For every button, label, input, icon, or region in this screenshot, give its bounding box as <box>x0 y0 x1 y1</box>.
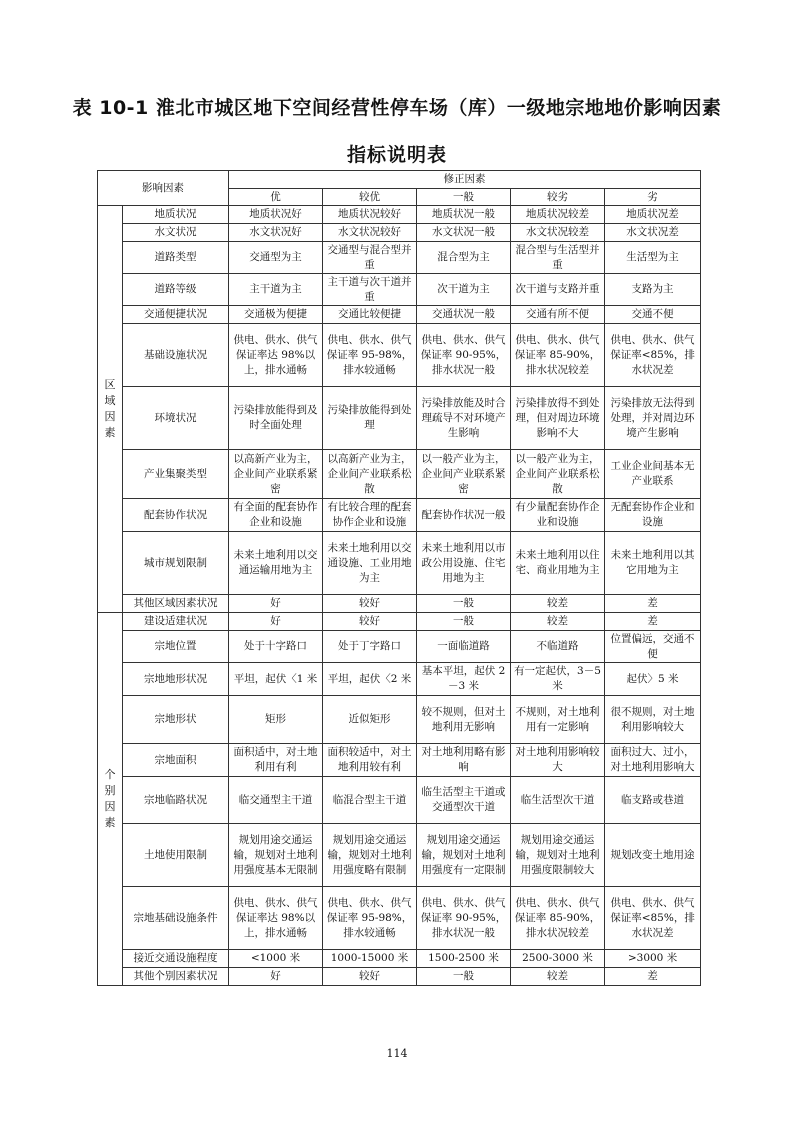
factor-cell: 规划改变土地用途 <box>605 824 701 887</box>
factor-cell: 近似矩形 <box>323 696 417 744</box>
table-row <box>98 206 701 224</box>
header-level: 劣 <box>605 189 701 206</box>
factor-cell: 污染排放能及时合理疏导不对环境产生影响 <box>417 387 511 450</box>
factor-name: 宗地位置 <box>123 631 229 663</box>
group-label <box>98 206 123 613</box>
factor-name: 城市规划限制 <box>123 532 229 595</box>
table-row <box>98 224 701 242</box>
factor-cell: 一面临道路 <box>417 631 511 663</box>
factor-cell: 对土地利用略有影响 <box>417 744 511 777</box>
factor-cell: 矩形 <box>229 696 323 744</box>
table-body <box>98 206 701 986</box>
group-label-text: 个别因素 <box>104 768 116 829</box>
factor-cell: 地质状况较差 <box>511 206 605 224</box>
factor-cell: 面积适中，对土地利用有利 <box>229 744 323 777</box>
factor-cell: 临生活型次干道 <box>511 777 605 824</box>
factor-cell: 平坦，起伏〈1 米 <box>229 663 323 696</box>
factor-cell: 差 <box>605 968 701 986</box>
table-row <box>98 968 701 986</box>
factor-cell: 差 <box>605 613 701 631</box>
factor-cell: 未来土地利用以市政公用设施、住宅用地为主 <box>417 532 511 595</box>
factor-cell: 以高新产业为主，企业间产业联系松散 <box>323 450 417 499</box>
factor-cell: 供电、供水、供气保证率达 98%以上，排水通畅 <box>229 887 323 950</box>
factor-cell: 混合型为主 <box>417 242 511 274</box>
factor-cell: 污染排放能得到及时全面处理 <box>229 387 323 450</box>
factor-cell: 以高新产业为主，企业间产业联系紧密 <box>229 450 323 499</box>
table-row <box>98 663 701 696</box>
factor-cell: 供电、供水、供气保证率 95-98%，排水较通畅 <box>323 887 417 950</box>
factor-cell: 未来土地利用以其它用地为主 <box>605 532 701 595</box>
header-level: 较劣 <box>511 189 605 206</box>
header-level: 一般 <box>417 189 511 206</box>
factor-cell: 交通比较便捷 <box>323 306 417 324</box>
factor-cell: 面积过大、过小，对土地利用影响大 <box>605 744 701 777</box>
factor-cell: 生活型为主 <box>605 242 701 274</box>
factor-cell: 污染排放能得到处理 <box>323 387 417 450</box>
factor-cell: 一般 <box>417 595 511 613</box>
factor-cell: 供电、供水、供气保证率 90-95%，排水状况一般 <box>417 887 511 950</box>
factor-cell: 较不规则，但对土地利用无影响 <box>417 696 511 744</box>
factor-cell: 水文状况较差 <box>511 224 605 242</box>
table-row <box>98 306 701 324</box>
table-title: 表 10-1 淮北市城区地下空间经营性停车场（库）一级地宗地地价影响因素 <box>72 97 722 119</box>
factor-name: 环境状况 <box>123 387 229 450</box>
factor-cell: 一般 <box>417 968 511 986</box>
factor-cell: 处于十字路口 <box>229 631 323 663</box>
factor-cell: 面积较适中，对土地利用较有利 <box>323 744 417 777</box>
factor-name: 基础设施状况 <box>123 324 229 387</box>
factor-cell: 主干道为主 <box>229 274 323 306</box>
factor-cell: 规划用途交通运输，规划对土地利用强度有一定限制 <box>417 824 511 887</box>
factor-cell: 地质状况一般 <box>417 206 511 224</box>
factor-cell: 以一般产业为主，企业间产业联系紧密 <box>417 450 511 499</box>
factor-cell: 较好 <box>323 968 417 986</box>
factor-cell: 不规则，对土地利用有一定影响 <box>511 696 605 744</box>
factor-cell: 规划用途交通运输，规划对土地利用强度略有限制 <box>323 824 417 887</box>
table-row <box>98 824 701 887</box>
factor-cell: 供电、供水、供气保证率 85-90%，排水状况较差 <box>511 887 605 950</box>
factor-name: 道路等级 <box>123 274 229 306</box>
factor-cell: 水文状况差 <box>605 224 701 242</box>
table-row <box>98 274 701 306</box>
factor-cell: 规划用途交通运输，规划对土地利用强度限制较大 <box>511 824 605 887</box>
factor-cell: 基本平坦，起伏 2－3 米 <box>417 663 511 696</box>
table-row <box>98 744 701 777</box>
factor-cell: 供电、供水、供气保证率 90-95%，排水状况一般 <box>417 324 511 387</box>
table-row <box>98 450 701 499</box>
factor-cell: 交通不便 <box>605 306 701 324</box>
factor-cell: 供电、供水、供气保证率 95-98%，排水较通畅 <box>323 324 417 387</box>
factor-name: 其他个别因素状况 <box>123 968 229 986</box>
header-level: 较优 <box>323 189 417 206</box>
factor-cell: 差 <box>605 595 701 613</box>
factor-cell: 地质状况较好 <box>323 206 417 224</box>
factor-cell: 交通极为便捷 <box>229 306 323 324</box>
factor-name: 产业集聚类型 <box>123 450 229 499</box>
factor-name: 地质状况 <box>123 206 229 224</box>
table-subtitle: 指标说明表 <box>346 144 447 166</box>
factor-cell: 较差 <box>511 613 605 631</box>
factor-cell: 地质状况差 <box>605 206 701 224</box>
factor-name: 道路类型 <box>123 242 229 274</box>
factor-cell: 地质状况好 <box>229 206 323 224</box>
factor-cell: 1500-2500 米 <box>417 950 511 968</box>
factor-name: 宗地地形状况 <box>123 663 229 696</box>
factor-cell: 较好 <box>323 613 417 631</box>
factor-cell: >3000 米 <box>605 950 701 968</box>
factor-name: 配套协作状况 <box>123 499 229 532</box>
group-label-text: 区域因素 <box>104 378 116 439</box>
factor-cell: 较好 <box>323 595 417 613</box>
factor-cell: 有比较合理的配套协作企业和设施 <box>323 499 417 532</box>
factor-cell: 对土地利用影响较大 <box>511 744 605 777</box>
factor-cell: 有少量配套协作企业和设施 <box>511 499 605 532</box>
factor-cell: 支路为主 <box>605 274 701 306</box>
factor-cell: 不临道路 <box>511 631 605 663</box>
factor-name: 土地使用限制 <box>123 824 229 887</box>
table-row <box>98 696 701 744</box>
factor-cell: 交通型与混合型并重 <box>323 242 417 274</box>
factor-name: 水文状况 <box>123 224 229 242</box>
header-level: 优 <box>229 189 323 206</box>
factor-cell: 有全面的配套协作企业和设施 <box>229 499 323 532</box>
factor-cell: 交通有所不便 <box>511 306 605 324</box>
factor-cell: 临交通型主干道 <box>229 777 323 824</box>
factor-cell: 有一定起伏，3－5 米 <box>511 663 605 696</box>
factor-cell: 以一般产业为主，企业间产业联系松散 <box>511 450 605 499</box>
factor-cell: 未来土地利用以住宅、商业用地为主 <box>511 532 605 595</box>
factor-cell: 较差 <box>511 968 605 986</box>
factor-cell: 起伏〉5 米 <box>605 663 701 696</box>
factor-cell: 位置偏远，交通不便 <box>605 631 701 663</box>
factor-cell: 规划用途交通运输，规划对土地利用强度基本无限制 <box>229 824 323 887</box>
factor-cell: <1000 米 <box>229 950 323 968</box>
table-row <box>98 499 701 532</box>
factor-cell: 未来土地利用以交通运输用地为主 <box>229 532 323 595</box>
factor-cell: 水文状况较好 <box>323 224 417 242</box>
factor-cell: 交通状况一般 <box>417 306 511 324</box>
factor-cell: 水文状况一般 <box>417 224 511 242</box>
table-row <box>98 387 701 450</box>
table-row <box>98 532 701 595</box>
factor-name: 宗地临路状况 <box>123 777 229 824</box>
factor-name: 交通便捷状况 <box>123 306 229 324</box>
factor-cell: 平坦，起伏〈2 米 <box>323 663 417 696</box>
page-number: 114 <box>386 1047 408 1060</box>
factor-name: 宗地形状 <box>123 696 229 744</box>
factor-cell: 工业企业间基本无产业联系 <box>605 450 701 499</box>
header-factor: 影响因素 <box>98 171 229 206</box>
factor-cell: 交通型为主 <box>229 242 323 274</box>
factor-cell: 2500-3000 米 <box>511 950 605 968</box>
factor-name: 宗地面积 <box>123 744 229 777</box>
factor-cell: 水文状况好 <box>229 224 323 242</box>
factor-cell: 好 <box>229 968 323 986</box>
factor-cell: 供电、供水、供气保证率 85-90%，排水状况较差 <box>511 324 605 387</box>
factor-name: 建设适建状况 <box>123 613 229 631</box>
factor-cell: 混合型与生活型并重 <box>511 242 605 274</box>
factor-cell: 好 <box>229 595 323 613</box>
table-row <box>98 777 701 824</box>
factor-cell: 配套协作状况一般 <box>417 499 511 532</box>
factor-cell: 一般 <box>417 613 511 631</box>
factor-cell: 未来土地利用以交通设施、工业用地为主 <box>323 532 417 595</box>
factor-name: 其他区域因素状况 <box>123 595 229 613</box>
header-correction: 修正因素 <box>229 171 701 189</box>
factor-name: 接近交通设施程度 <box>123 950 229 968</box>
factor-cell: 次干道为主 <box>417 274 511 306</box>
table-row <box>98 595 701 613</box>
factor-cell: 次干道与支路并重 <box>511 274 605 306</box>
table-row <box>98 631 701 663</box>
table-row <box>98 242 701 274</box>
factor-name: 宗地基础设施条件 <box>123 887 229 950</box>
factor-cell: 无配套协作企业和设施 <box>605 499 701 532</box>
factor-table <box>97 170 701 986</box>
factor-cell: 供电、供水、供气保证率达 98%以上，排水通畅 <box>229 324 323 387</box>
factor-cell: 临生活型主干道或交通型次干道 <box>417 777 511 824</box>
group-label <box>98 613 123 986</box>
factor-cell: 主干道与次干道并重 <box>323 274 417 306</box>
table-row <box>98 887 701 950</box>
factor-cell: 供电、供水、供气保证率<85%，排水状况差 <box>605 887 701 950</box>
factor-cell: 1000-15000 米 <box>323 950 417 968</box>
table-row <box>98 950 701 968</box>
factor-cell: 好 <box>229 613 323 631</box>
factor-cell: 供电、供水、供气保证率<85%，排水状况差 <box>605 324 701 387</box>
factor-cell: 污染排放得不到处理，但对周边环境影响不大 <box>511 387 605 450</box>
table-row <box>98 613 701 631</box>
factor-cell: 处于丁字路口 <box>323 631 417 663</box>
factor-cell: 污染排放无法得到处理，并对周边环境产生影响 <box>605 387 701 450</box>
factor-cell: 临支路或巷道 <box>605 777 701 824</box>
factor-cell: 临混合型主干道 <box>323 777 417 824</box>
factor-cell: 很不规则，对土地利用影响较大 <box>605 696 701 744</box>
table-row <box>98 324 701 387</box>
factor-cell: 较差 <box>511 595 605 613</box>
